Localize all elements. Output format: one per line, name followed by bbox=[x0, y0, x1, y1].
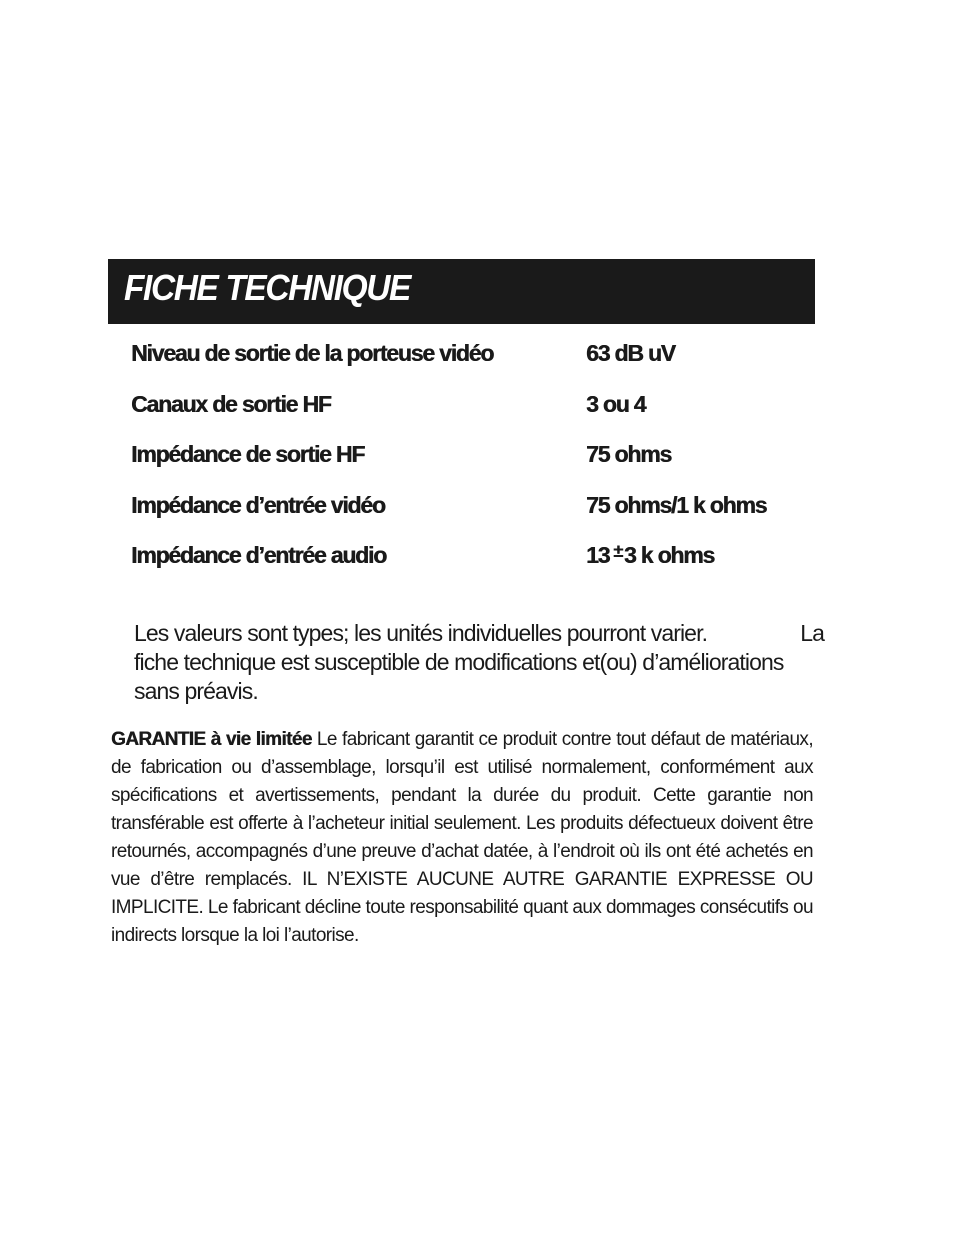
disclaimer-line: sans préavis. bbox=[134, 678, 258, 704]
disclaimer-text: Les valeurs sont types; les unités individuelles pourront varier. bbox=[134, 620, 708, 646]
warranty-body: Le fabricant garantit ce produit contre tout défaut de matériaux, de fabrication ou d’assemblage, lorsqu’il est utilisé normalement, conformément aux spécifications et avertissements, pendant la durée du produit. Cette garantie non transférable est offerte à l’acheteur initial seulement. Les produits défectueux doivent être retournés, accompagnés d’une preuve d’achat datée, à l’endroit où ils ont été achetés en vue d’être remplacés. IL N’EXISTE AUCUNE AUTRE GARANTIE EXPRESSE OU IMPLICITE. Le fabricant décline toute responsabilité quant aux dommages consécutifs ou indirects lorsque la loi l’autorise. bbox=[111, 729, 814, 946]
spec-row-video-impedance bbox=[131, 492, 811, 532]
spec-row-rf-channels bbox=[131, 391, 811, 431]
spec-label: Impédance d’entrée audio bbox=[131, 542, 386, 568]
warranty-title: GARANTIE à vie limitée bbox=[111, 729, 312, 750]
section-header-bar bbox=[108, 259, 815, 324]
spec-value: 3 ou 4 bbox=[586, 391, 646, 417]
spec-label: Impédance de sortie HF bbox=[131, 441, 365, 467]
disclaimer-line bbox=[134, 619, 824, 648]
plus-minus-symbol: ± bbox=[613, 541, 622, 561]
spec-value-number: 13 bbox=[586, 542, 610, 568]
spec-value-unit: 3 k ohms bbox=[623, 542, 714, 568]
spec-value: 63 dB uV bbox=[586, 340, 675, 366]
warranty-paragraph bbox=[111, 726, 813, 950]
disclaimer-line: fiche technique est susceptible de modifications et(ou) d’améliorations bbox=[134, 649, 784, 675]
spec-label: Canaux de sortie HF bbox=[131, 391, 331, 417]
disclaimer-text: La bbox=[800, 620, 824, 646]
spec-disclaimer bbox=[134, 619, 824, 706]
spec-row-carrier-level bbox=[131, 340, 811, 380]
spec-label: Niveau de sortie de la porteuse vidéo bbox=[131, 340, 494, 366]
spec-value: 75 ohms bbox=[586, 441, 671, 467]
spec-row-audio-impedance bbox=[131, 542, 811, 582]
spec-row-rf-impedance bbox=[131, 441, 811, 481]
spec-value: 75 ohms/1 k ohms bbox=[586, 492, 767, 518]
page-title: FICHE TECHNIQUE bbox=[124, 267, 410, 308]
spec-label: Impédance d’entrée vidéo bbox=[131, 492, 385, 518]
spec-value bbox=[586, 542, 714, 569]
